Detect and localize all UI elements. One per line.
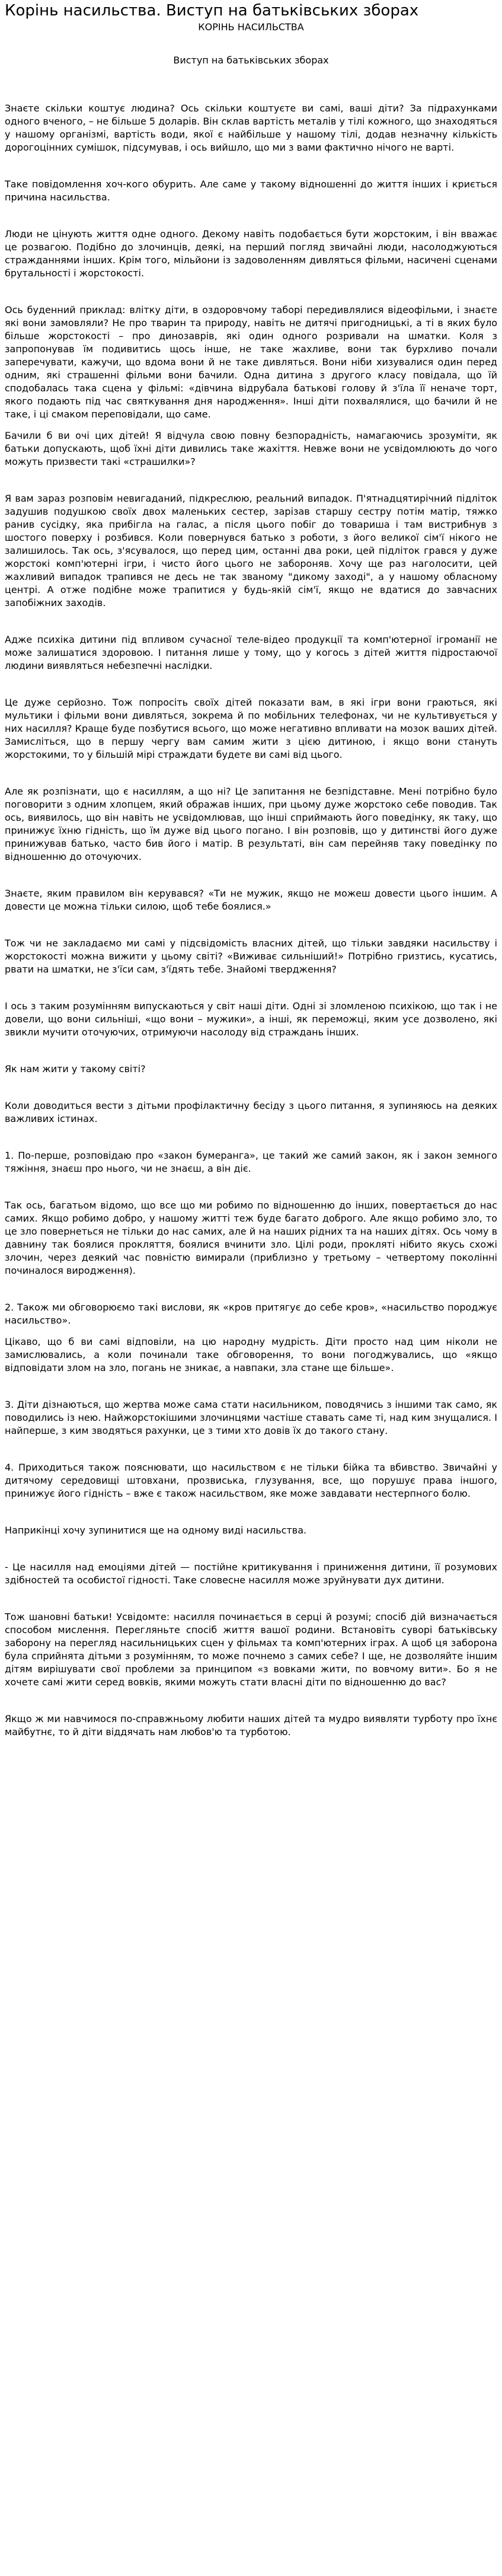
paragraph-spacer [5,468,497,492]
paragraph-spacer [5,421,497,429]
paragraph: Наприкінці хочу зупинитися ще на одному виді насильства. [5,1525,307,1536]
paragraph: Цікаво, що б ви самі відповіли, на цю народну мудрість. Діти просто над цим ніколи не замислювались, а коли починали таке обговорення, то вони погоджувались, що «якщо відповідати злом на зло, погань не зникає, а навпаки, зла стане ще більше». [5,1336,497,1373]
paragraph: Знаєте скільки коштує людина? Ось скільки коштуєте ви самі, ваші діти? За підрахунками одного вченого, – не більше 5 доларів. Він склав вартість металів у тілі кожного, що знаходяться у нашому організмі, вартість води, якої є найбільше у нашому тілі, додав незначну кількість дорогоцінних сумішок, підсумував, і ось вийшло, що ми з вами фактично нічого не варті. [5,103,497,153]
paragraph-spacer [5,1327,497,1335]
paragraph-spacer [5,1039,497,1063]
paragraph: Бачили б ви очі цих дітей! Я відчула свою повну безпорадність, намагаючись зрозуміти, як батьки допускають, щоб їхні діти дивились таке жахіття. Невже вони не усвідомлюють до чого можуть призвести такі «страшилки»? [5,430,497,467]
paragraph: 4. Приходиться також пояснювати, що насильством є не тільки бійка та вбивство. Звичайні у дитячому середовищі штовхани, прозвиська, глузування, все, що порушує права іншого, принижує його гідність – вже є також насильством, яке може завдавати нестерпного болю. [5,1462,497,1499]
paragraph: Люди не цінують життя одне одного. Декому навіть подобається бути жорстоким, і він вважає це розвагою. Подібно до злочинців, деякі, на перший погляд звичайні люди, насолоджуються стражданнями інших. Крім того, мільйони із задоволенням дивляться фільми, насичені сценами брутальності і жорстокості. [5,228,497,279]
paragraph: Як нам жити у такому світі? [5,1063,146,1075]
paragraph-spacer [5,1076,497,1099]
paragraph: Аджe психіка дитини під впливом сучасної теле-відео продукції та комп'ютерної ігроманії не може залишатися здоровою. І питання лише у тому, що у когось з дітей життя підростаючої людини виявляться небезпечні наслідки. [5,634,497,671]
paragraph: 1. По-перше, розповідаю про «закон бумеранга», це такий же самий закон, як і закон земного тяжіння, знаєш про нього, чи не знаєш, а він діє. [5,1150,497,1174]
paragraph-spacer [5,1587,497,1611]
paragraph: Так ось, багатьом відомо, що все що ми робимо по відношенню до інших, повертається до нас самих. Якщо робимо добро, у нашому житті теж буде багато доброго. Але якщо робимо зло, то це зло повернеться не тільки до нас самих, але й на наших рідних та на наших дітях. Ось чому в давнину так боялися прокляття, боялися вчинити зло. Цілі роди, прокляті нібито якусь схожі злочин, через деякий час повністю вимирали (приблизно у третьому – четвертому поколінні починалося виродження). [5,1200,497,1276]
paragraph-spacer [5,863,497,887]
paragraph: Якщо ж ми навчимося по-справжньому любити наших дітей та мудро виявляти турботу про їхнє майбутнє, то й діти віддячать нам любов'ю та турботою. [5,1713,497,1737]
paragraph-spacer [5,1537,497,1561]
paragraph: Я вам зараз розповім невигаданий, підкреслюю, реальний випадок. П'ятнадцятирічний підліток задушив подушкою своїх двох маленьких сестер, зарізав старшу сестру потім матір, тяжко ранив сусідку, яка прибігла на галас, а після цього побіг до товариша і там вистрибнув з шостого поверху і розбився. Коли повернувся батько з роботи, з його великої сім'ї нікого не залишилось. Так ось, з'ясувалося, що перед цим, останні два роки, цей підліток грався у дуже жорстокі комп'ютерні ігри, і чисто його цього не забороняв. Хочу ще раз наголосити, цей жахливий випадок трапився не десь не так званому "дикому заході", а у нашому обласному центрі. А отже подібне може трапитися у будь-якій сім'ї, якщо не вдатися до завчасних запобіжних заходів. [5,493,497,608]
paragraph: І ось з таким розумінням випускаються у світ наші діти. Одні зі зломленою психікою, що так і не довели, що вони сильніші, «що вони – мужики», а інші, як переможці, яким усе дозволено, які звикли мучити оточуючих, отримуючи насолоду від страждань інших. [5,1000,497,1038]
paragraph: Це дуже серйозно. Тож попросіть своїх дітей показати вам, в які ігри вони граються, які мультики і фільми вони дивляться, зокрема й по мобільних телефонах, чи не культивується у них насилля? Краще буде позбутися всього, що може негативно впливати на мозок ваших дітей. Замисліться, що в першу чергу вам самим жити з цією дитиною, і якщо вони стануть жорстокими, то у більшій мірі страждати будете ви самі від цього. [5,697,497,760]
paragraph-spacer [5,672,497,696]
paragraph-spacer [5,976,497,1000]
paragraph-spacer [5,1175,497,1199]
paragraph-spacer [5,1126,497,1149]
page-title: Корінь насильства. Виступ на батьківських зборах [5,2,419,20]
paragraph-spacer [5,610,497,633]
paragraph-spacer [5,1277,497,1301]
paragraph: Ось буденний приклад: влітку діти, в оздоровчому таборі передивлялися відеофільми, і знаєте які вони замовляли? Не про тварин та природу, навіть не дитячі пригодницькі, а ті в яких було більше жорстокості – про динозаврів, які один одного розривали на шматки. Коля з запропонував їм подивитись щось інше, не таке жахливе, вони так бурхливо почали заперечувати, кажучи, що вдома вони й не таке дивляться. Вони ніби хизувалися один перед одним, які страшенні фільми вони бачили. Одна дитина з другого класу повідала, що їй сподобалась така сцена у фільмі: «дівчина відрубала батькові голову й з'їла її неначе торт, якого подають під час святкування дня народження». Інші діти похвалялися, що бачили й не таке, і ці смаком переповідали, що саме. [5,304,497,420]
paragraph-spacer [5,913,497,937]
paragraph-spacer [5,1437,497,1461]
paragraph-spacer [5,280,497,304]
paragraph: Тож чи не закладаємо ми самі у підсвідомість власних дітей, що тільки завдяки насильству і жорстокості можна вижити у цьому світі? «Виживає сильніший!» Потрібно гризтись, кусатись, рвати на шматки, не з'їси сам, з'їдять тебе. Знайомі твердження? [5,938,497,975]
paragraph: 2. Також ми обговорюємо такі вислови, як «кров притягує до себе кров», «насильство породжує насильство». [5,1302,497,1326]
paragraph-spacer [5,1375,497,1398]
paragraph: Знаєте, яким правилом він керувався? «Ти не мужик, якщо не можеш довести цього іншим. А довести це можна тільки силою, щоб тебе боялися.» [5,888,497,912]
article-body [5,66,497,1739]
paragraph: Але як розпізнати, що є насиллям, а що ні? Це запитання не безпідставне. Мені потрібно було поговорити з одним хлопцем, який ображав інших, при цьому дуже жорстоко себе поводив. Так ось, виявилось, що він навіть не усвідомлював, що інші сприймають його поведінку, як таку, що принижує їхню гідність, що їм дуже від цього погано. І він розповів, що у дитинстві його дуже принижував батько, часто бив його і матір. В результаті, він сам перейняв таку поведінку по відношенню до оточуючих. [5,786,497,862]
document-subtitle: КОРІНЬ НАСИЛЬСТВА [198,21,304,33]
paragraph-spacer [5,1689,497,1713]
paragraph: 3. Діти дізнаються, що жертва може сама стати насильником, поводячись з іншими так само, як поводились із нею. Найжорстокішими злочинцями частіше ставать саме ті, над ким знущалися. І найперше, з ким зводяться рахунки, це з тими хто довів їх до такого стану. [5,1399,497,1436]
paragraph: Таке повідомлення хоч-кого обурить. Але саме у такому відношенні до життя інших і криється причина насильства. [5,178,497,203]
paragraph: Коли доводиться вести з дітьми профілактичну бесіду з цього питання, я зупиняюсь на деяких важливих істинах. [5,1100,497,1124]
paragraph-spacer [5,154,497,178]
paragraph: Тож шановні батьки! Усвідомте: насилля починається в серці й розумі; спосіб дій визначається способом мислення. Перегляньте спосіб життя вашої родини. Встановіть суворі батьківську заборону на перегляд насильницьких сцен у фільмах та комп'ютерних іграх. А щоб ця заборона була сприйнята дітьми з розумінням, то може почнемо з самих себе? І ще, не дозволяйте іншим дітям вирішувати свої проблеми за принципом «з вовками жити, по вовчому вити». Бо я не хочете самі жити серед вовків, якими можуть стати власні діти по відношенню до вас? [5,1611,497,1688]
paragraph-spacer [5,66,497,102]
paragraph-spacer [5,1500,497,1524]
document-lead: Виступ на батьківських зборах [173,55,329,66]
paragraph: - Це насилля над емоціями дітей — постійне критикування і приниження дитини, її розумових здібностей та особистої гідності. Таке словесне насилля може зруйнувати дух дитини. [5,1561,497,1586]
paragraph-spacer [5,761,497,785]
paragraph-spacer [5,204,497,228]
